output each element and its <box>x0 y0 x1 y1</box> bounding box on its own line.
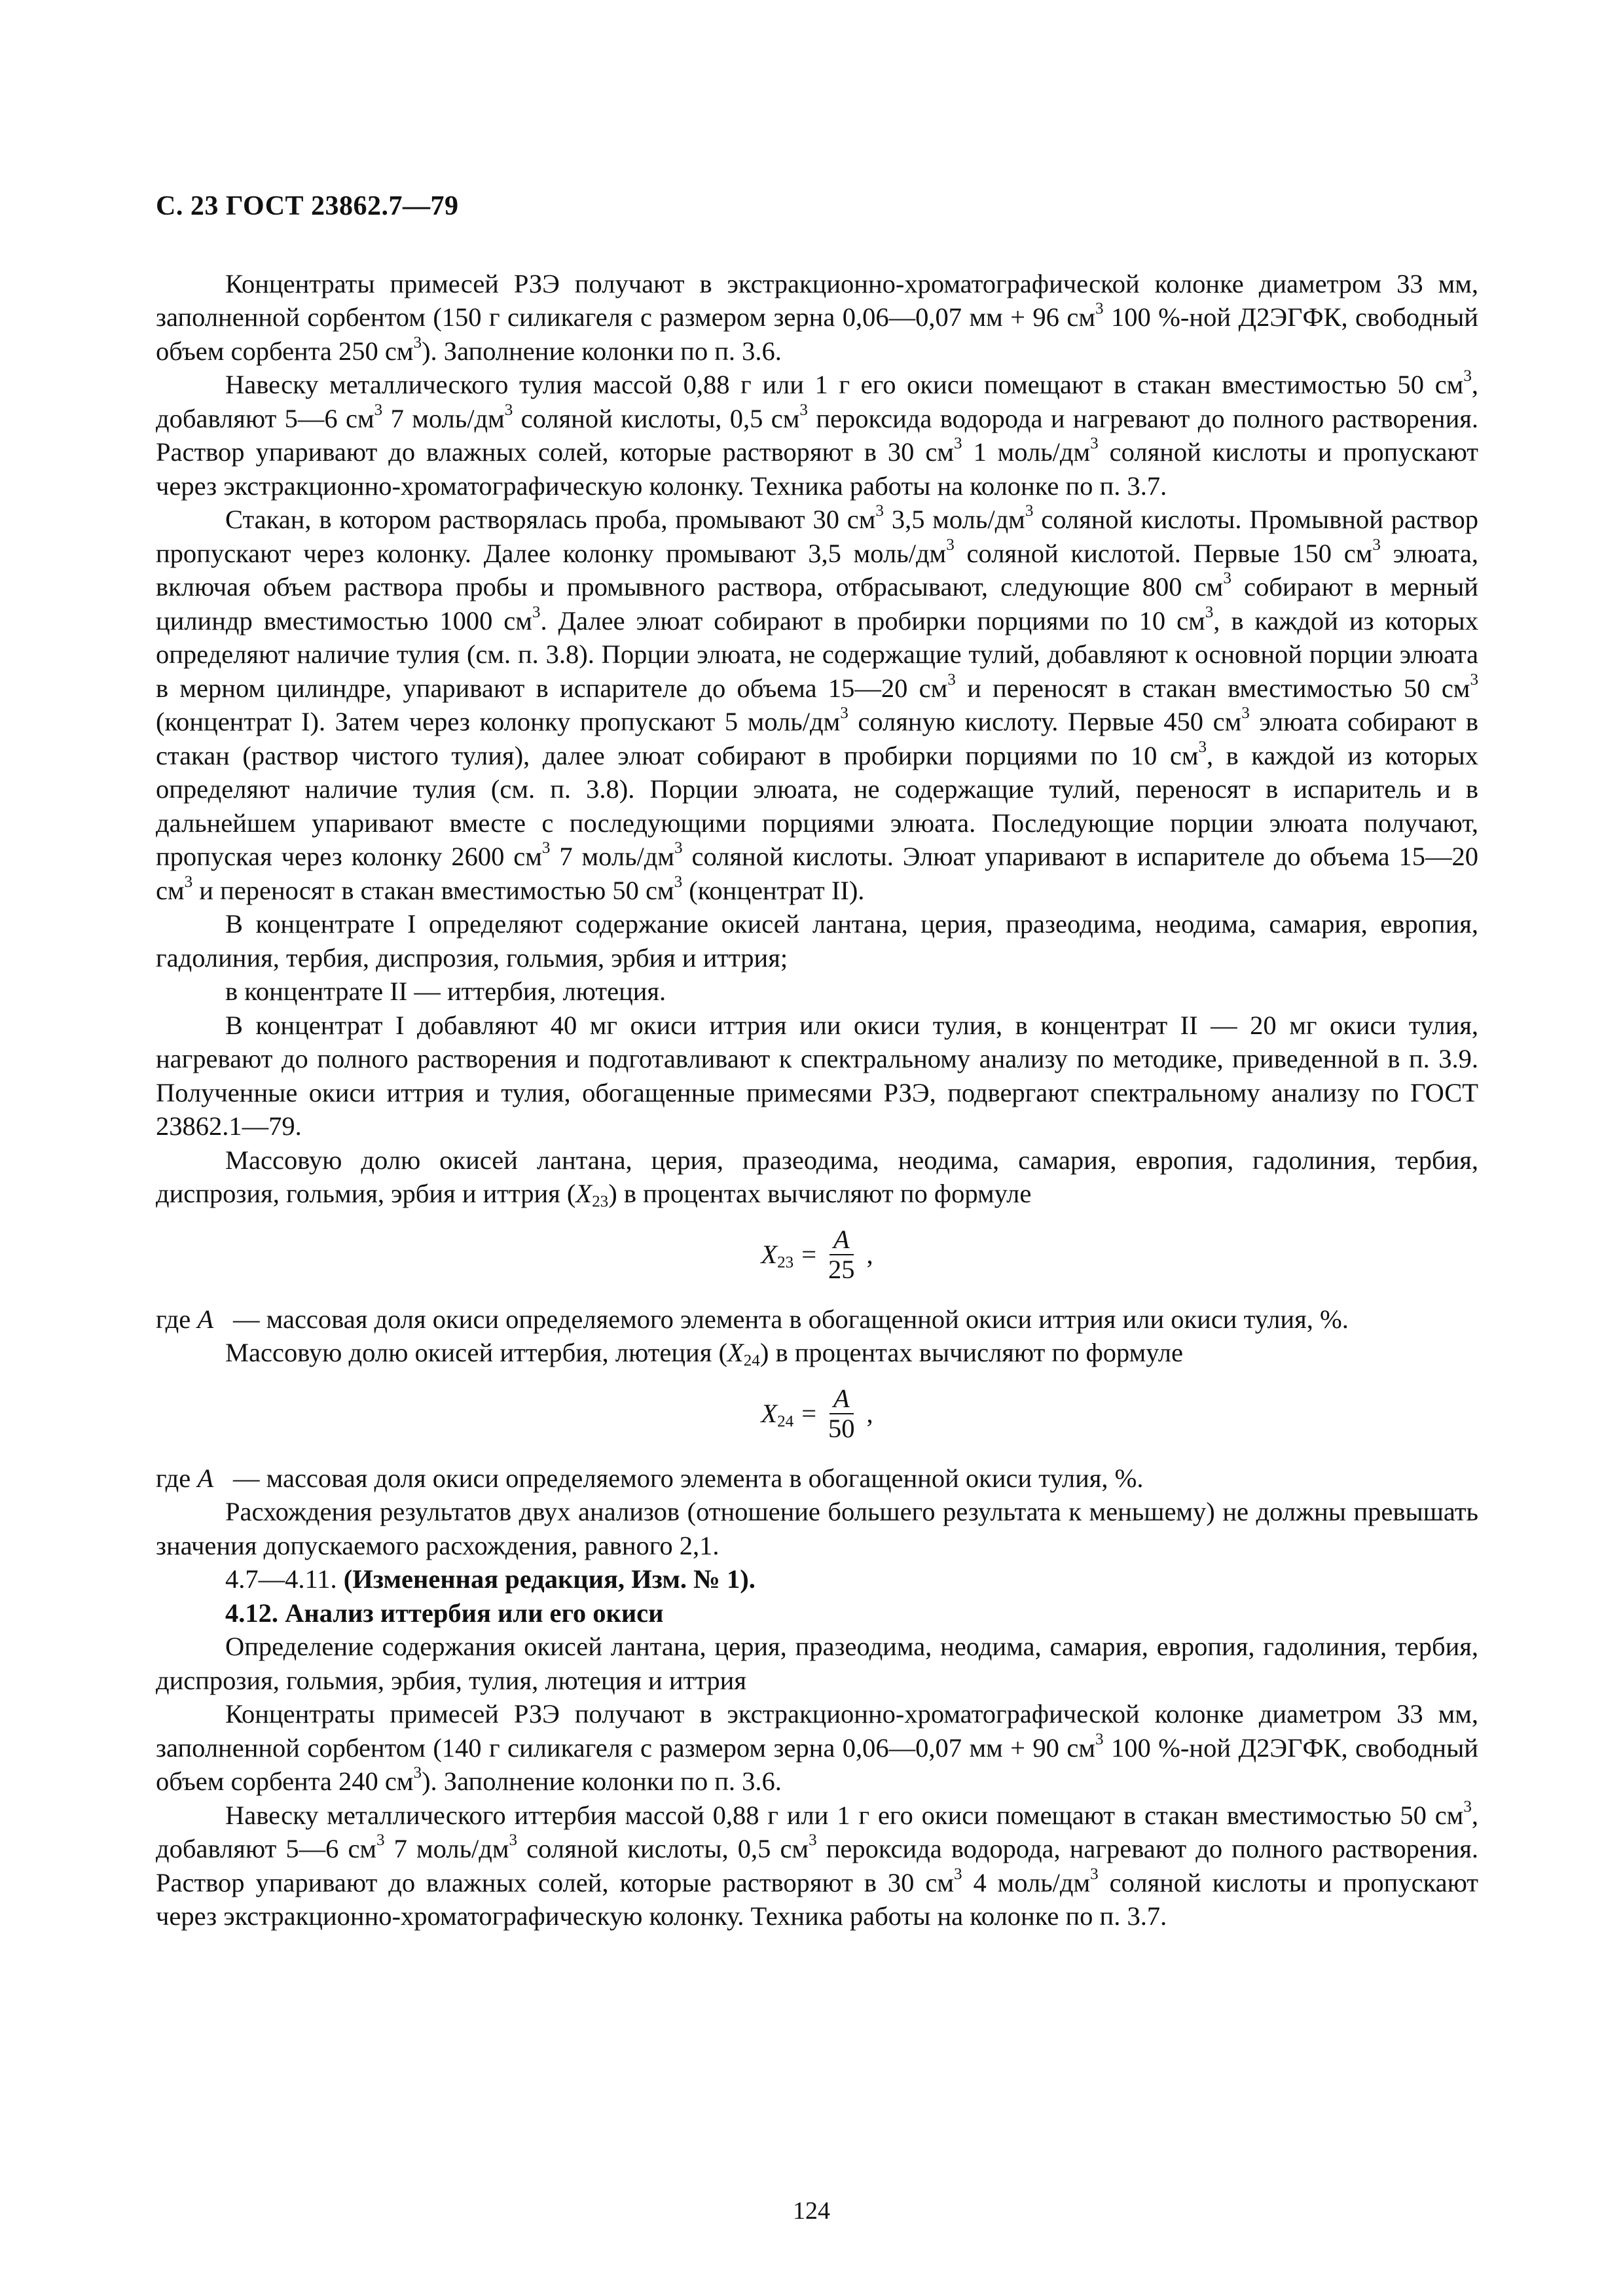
section-heading-4-12: 4.12. Анализ иттербия или его окиси <box>225 1598 664 1628</box>
paragraph-12: Определение содержания окисей лантана, церия, празеодима, неодима, самария, европия, гадолиния, тербия, диспрозия, гольмия, эрбия, тулия, лютеция и иттрия <box>156 1632 1478 1695</box>
formula-x24-tail: , <box>866 1398 873 1428</box>
formula-x23-eq: = <box>801 1239 817 1269</box>
paragraph-8-var: X <box>727 1338 744 1367</box>
paragraph-7-text-a: Массовую долю окисей лантана, церия, празеодима, неодима, самария, европия, гадолиния, тербия, диспрозия, гольмия, эрбия и иттрия ( <box>156 1145 1478 1208</box>
formula-x24-lhs <box>761 1397 793 1431</box>
formula-x24-denominator: 50 <box>828 1413 855 1443</box>
formula-x23-lhs <box>761 1238 793 1272</box>
where-1-label <box>156 1302 233 1336</box>
formula-x24-fraction <box>824 1384 859 1443</box>
where-1-text: — массовая доля окиси определяемого элемента в обогащенной окиси иттрия или окиси тулия, %. <box>233 1304 1349 1334</box>
formula-x24-numerator: A <box>830 1384 854 1414</box>
paragraph-7-text-b: ) в процентах вычисляют по формуле <box>608 1179 1032 1208</box>
paragraph-1: Концентраты примесей РЗЭ получают в экстракционно-хроматографической колонке диаметром 33 мм, заполненной сорбентом (150 г силикагеля с размером зерна 0,06—0,07 мм + 96 $см^3$ 100 %-ной Д2ЭГФК, свободный объем сорбента 250 $см^3$). Заполнение колонки по п. 3.6. <box>156 268 1478 366</box>
formula-x23 <box>156 1225 1478 1288</box>
formula-x23-denominator: 25 <box>828 1254 855 1284</box>
formula-x23-tail: , <box>866 1239 873 1269</box>
formula-x23-var: X <box>761 1239 778 1269</box>
where-1-label-text: где <box>156 1304 198 1334</box>
paragraph-14: Навеску металлического иттербия массой 0,88 г или 1 г его окиси помещают в стакан вместимостью 50 $см^3$, добавляют 5—6 $см^3$ 7 моль/$дм^3$ соляной кислоты, 0,5 $см^3$ пероксида водорода, нагревают до полного растворения. Раствор упаривают до влажных солей, которые растворяют в 30 $см^3$ 4 моль/$дм^3$ соляной кислоты и пропускают через экстракционно-хроматографическую колонку. Техника работы на колонке по п. 3.7. <box>156 1797 1479 1931</box>
where-2-text: — массовая доля окиси определяемого элемента в обогащенной окиси тулия, %. <box>233 1463 1144 1493</box>
paragraph-7-sub: 23 <box>592 1193 609 1211</box>
paragraph-10-amendment: (Измененная редакция, Изм. № 1). <box>343 1564 756 1594</box>
formula-x23-fraction <box>824 1225 859 1284</box>
paragraph-8-text-a: Массовую долю окисей иттербия, лютеция ( <box>225 1338 727 1367</box>
formula-x23-numerator: A <box>830 1225 854 1255</box>
formula-x24-eq: = <box>801 1398 817 1428</box>
paragraph-3: Стакан, в котором растворялась проба, промывают 30 $см^3$ 3,5 моль/$дм^3$ соляной кислоты. Промывной раствор пропускают через колонку. Далее колонку промывают 3,5 моль/$дм^3$ соляной кислотой. Первые 150 $см^3$ элюата, включая объем раствора пробы и промывного раствора, отбрасывают, следующие 800 $см^3$ собирают в мерный цилиндр вместимостью 1000 $см^3$. Далее элюат собирают в пробирки порциями по 10 $см^3$, в каждой из которых определяют наличие тулия (см. п. 3.8). Порции элюата, не содержащие тулий, добавляют к основной порции элюата в мерном цилиндре, упаривают в испарителе до объема 15—20 $см^3$ и переносят в стакан вместимостью 50 $см^3$ (концентрат I). Затем через колонку пропускают 5 моль/$дм^3$ соляную кислоту. Первые 450 $см^3$ элюата собирают в стакан (раствор чистого тулия), далее элюат собирают в пробирки порциями по 10 $см^3$, в каждой из которых определяют наличие тулия (см. п. 3.8). Порции элюата, не содержащие тулий, переносят в испаритель и в дальнейшем упаривают вместе с последующими порциями элюата. Последующие порции элюата получают, пропуская через колонку 2600 $см^3$ 7 моль/$дм^3$ соляной кислоты. Элюат упаривают в испарителе до объема 15—20 $см^3$ и переносят в стакан вместимостью 50 $см^3$ (концентрат II). <box>156 502 1478 905</box>
document-page <box>156 190 1478 1933</box>
paragraph-2: Навеску металлического тулия массой 0,88 г или 1 г его окиси помещают в стакан вместимостью 50 $см^3$, добавляют 5—6 $см^3$ 7 моль/$дм^3$ соляной кислоты, 0,5 $см^3$ пероксида водорода и нагревают до полного растворения. Раствор упаривают до влажных солей, которые растворяют в 30 $см^3$ 1 моль/$дм^3$ соляной кислоты и пропускают через экстракционно-хроматографическую колонку. Техника работы на колонке по п. 3.7. <box>156 367 1479 501</box>
formula-x24-var: X <box>761 1398 778 1428</box>
paragraph-10-text-a: 4.7—4.11. <box>225 1564 344 1594</box>
paragraph-7-var: X <box>575 1179 593 1208</box>
formula-x24 <box>156 1384 1478 1447</box>
paragraph-8-sub: 24 <box>743 1352 760 1370</box>
paragraph-9: Расхождения результатов двух анализов (отношение большего результата к меньшему) не должны превышать значения допускаемого расхождения, равного 2,1. <box>156 1497 1478 1560</box>
paragraph-6: В концентрат I добавляют 40 мг окиси иттрия или окиси тулия, в концентрат II — 20 мг окиси тулия, нагревают до полного растворения и подготавливают к спектральному анализу по методике, приведенной в п. 3.9. Полученные окиси иттрия и тулия, обогащенные примесями РЗЭ, подвергают спектральному анализу по ГОСТ 23862.1—79. <box>156 1010 1478 1141</box>
where-1-label-var: A <box>197 1304 214 1334</box>
page-header: С. 23 ГОСТ 23862.7—79 <box>156 191 459 221</box>
where-1 <box>156 1302 1478 1336</box>
where-2-label-text: где <box>156 1463 198 1493</box>
paragraph-13: Концентраты примесей РЗЭ получают в экстракционно-хроматографической колонке диаметром 33 мм, заполненной сорбентом (140 г силикагеля с размером зерна 0,06—0,07 мм + 90 $см^3$ 100 %-ной Д2ЭГФК, свободный объем сорбента 240 $см^3$). Заполнение колонки по п. 3.6. <box>156 1699 1478 1796</box>
paragraph-4: В концентрате I определяют содержание окисей лантана, церия, празеодима, неодима, самария, европия, гадолиния, тербия, диспрозия, гольмия, эрбия и иттрия; <box>156 909 1478 973</box>
paragraph-5: в концентрате II — иттербия, лютеция. <box>225 977 666 1006</box>
where-2-label <box>156 1462 233 1496</box>
paragraph-8 <box>156 1336 1478 1370</box>
where-2-label-var: A <box>197 1463 214 1493</box>
paragraph-8-text-b: ) в процентах вычисляют по формуле <box>759 1338 1183 1367</box>
formula-x23-sub: 23 <box>777 1253 794 1272</box>
paragraph-10 <box>156 1562 1478 1596</box>
page-number: 124 <box>793 2197 830 2225</box>
where-2 <box>156 1462 1478 1496</box>
paragraph-7 <box>156 1143 1478 1211</box>
formula-x24-sub: 24 <box>777 1412 794 1431</box>
